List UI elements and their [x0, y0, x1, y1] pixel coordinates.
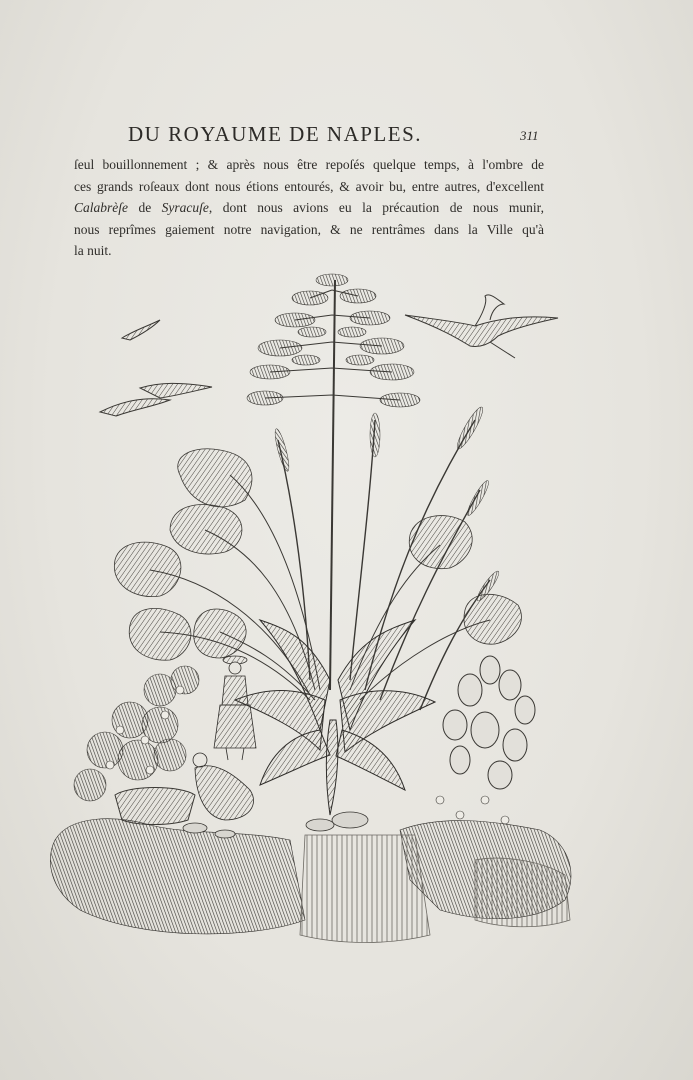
woven-basket [115, 788, 195, 825]
place-name-syracuse: Syracuſe [161, 200, 209, 215]
reed-flower-tufts [272, 405, 501, 603]
text-line-3-de: de [128, 200, 162, 215]
papyrus-heads [114, 449, 521, 660]
wine-name-calabrese: Calabrèſe [74, 200, 128, 215]
page-header [0, 122, 693, 154]
standing-figure [214, 656, 256, 760]
bird-small-flying-icon [122, 320, 160, 340]
reclining-figure [193, 753, 254, 820]
engraving-illustration [20, 260, 620, 970]
text-line-3 [74, 197, 544, 219]
agave-rosette [235, 620, 435, 815]
text-line-2: ces grands roſeaux dont nous étions entourés, & avoir bu, entre autres, d'excellent [74, 178, 544, 194]
agave-flower-stalk [330, 280, 335, 690]
running-title: DU ROYAUME DE NAPLES. [128, 122, 423, 146]
prickly-pear-cactus [443, 656, 535, 789]
body-paragraph [74, 154, 544, 262]
bird-large-flying-icon [405, 295, 558, 358]
text-line-4: nous reprîmes gaiement notre navigation, & ne rentrâmes dans la Ville qu'à [74, 221, 544, 237]
text-line-3-rest: , dont nous avions eu la précaution de nous munir, [208, 200, 544, 215]
page-number: 311 [520, 128, 539, 143]
text-line-5: la nuit. [74, 243, 112, 258]
bird-pair-flying-icon [100, 383, 212, 416]
text-line-1: ſeul bouillonnement ; & après nous être repoſés quelque temps, à l'ombre de [74, 157, 544, 172]
